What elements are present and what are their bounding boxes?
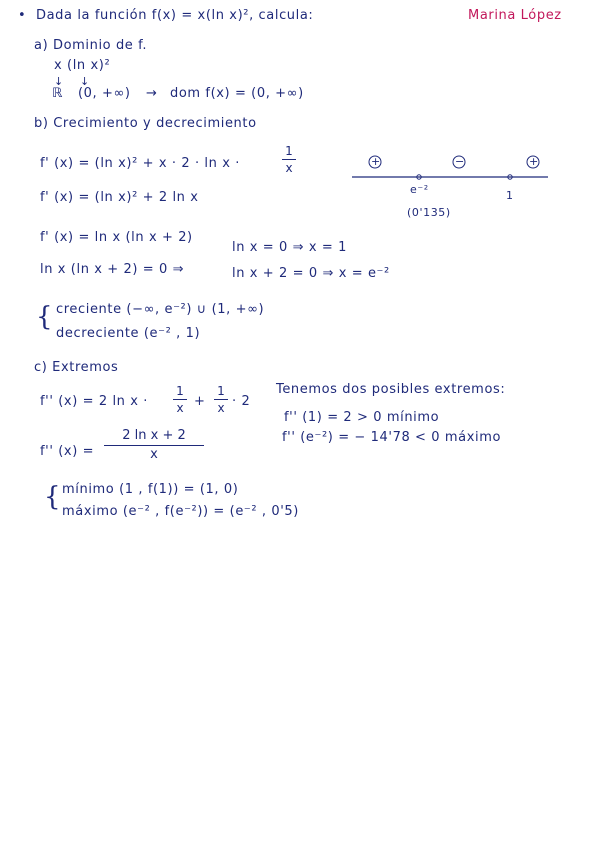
derivative-line-2: f' (x) = (ln x)² + 2 ln x <box>40 190 199 205</box>
critical-point-e-2-value: (0'135) <box>407 206 451 219</box>
fraction-numerator: 1 <box>217 384 225 398</box>
fraction-bar <box>104 445 204 446</box>
sign-minus-middle: − <box>455 155 465 168</box>
fraction-denominator: x <box>217 401 225 415</box>
derivative-zero-eq: ln x (ln x + 2) = 0 ⇒ <box>40 262 185 277</box>
fraction-one-over-x <box>282 144 296 175</box>
fraction-denominator: x <box>176 401 184 415</box>
second-derivative-check-1: f'' (1) = 2 > 0 mínimo <box>284 410 440 425</box>
brace-extrema: { <box>44 482 61 512</box>
part-a-title: a) Dominio de f. <box>34 38 148 53</box>
derivative-line-1: f' (x) = (ln x)² + x · 2 · ln x · <box>40 156 240 171</box>
arrow-down-icon: ↓ <box>54 75 64 88</box>
second-derivative-line-2: f'' (x) = <box>40 444 95 459</box>
second-derivative-fraction <box>104 428 204 463</box>
arrow-right-icon: → <box>146 86 158 101</box>
fraction-denominator: x <box>150 447 158 462</box>
arrow-down-icon: ↓ <box>80 75 90 88</box>
bullet: • <box>18 8 27 23</box>
fraction-bar <box>214 399 228 400</box>
domain-interval: (0, +∞) <box>78 86 131 101</box>
brace-monotonicity: { <box>36 302 53 332</box>
second-derivative-line-1: f'' (x) = 2 ln x · <box>40 394 148 409</box>
author-name: Marina López <box>468 8 562 23</box>
real-numbers-symbol: ℝ <box>52 86 63 101</box>
maximum-point: máximo (e⁻² , f(e⁻²)) = (e⁻² , 0'5) <box>62 504 299 519</box>
critical-point-1: 1 <box>506 189 514 202</box>
increasing-interval: creciente (−∞, e⁻²) ∪ (1, +∞) <box>56 302 265 317</box>
fraction-denominator: x <box>285 161 293 175</box>
solution-2: ln x + 2 = 0 ⇒ x = e⁻² <box>232 266 390 281</box>
sign-plus-right: + <box>529 155 539 168</box>
part-b-title: b) Crecimiento y decrecimiento <box>34 116 257 131</box>
solution-1: ln x = 0 ⇒ x = 1 <box>232 240 347 255</box>
derivative-line-3: f' (x) = ln x (ln x + 2) <box>40 230 193 245</box>
second-derivative-check-2: f'' (e⁻²) = − 14'78 < 0 máximo <box>282 430 502 445</box>
minimum-point: mínimo (1 , f(1)) = (1, 0) <box>62 482 239 497</box>
fraction-numerator: 1 <box>285 144 293 158</box>
part-c-title: c) Extremos <box>34 360 119 375</box>
fraction-one-over-x <box>173 384 187 415</box>
decreasing-interval: decreciente (e⁻² , 1) <box>56 326 201 341</box>
part-a-expression: x (ln x)² <box>54 58 111 73</box>
fraction-numerator: 2 ln x + 2 <box>122 428 186 443</box>
possible-extrema-title: Tenemos dos posibles extremos: <box>276 382 506 397</box>
fraction-one-over-x <box>214 384 228 415</box>
fraction-bar <box>282 159 296 160</box>
plus-sign: + <box>194 394 206 409</box>
fraction-numerator: 1 <box>176 384 184 398</box>
exercise-prompt: Dada la función f(x) = x(ln x)², calcula: <box>36 8 314 23</box>
times-two: · 2 <box>232 394 251 409</box>
domain-result: dom f(x) = (0, +∞) <box>170 86 304 101</box>
critical-point-e-2: e⁻² <box>410 183 429 196</box>
fraction-bar <box>173 399 187 400</box>
sign-plus-left: + <box>371 155 381 168</box>
